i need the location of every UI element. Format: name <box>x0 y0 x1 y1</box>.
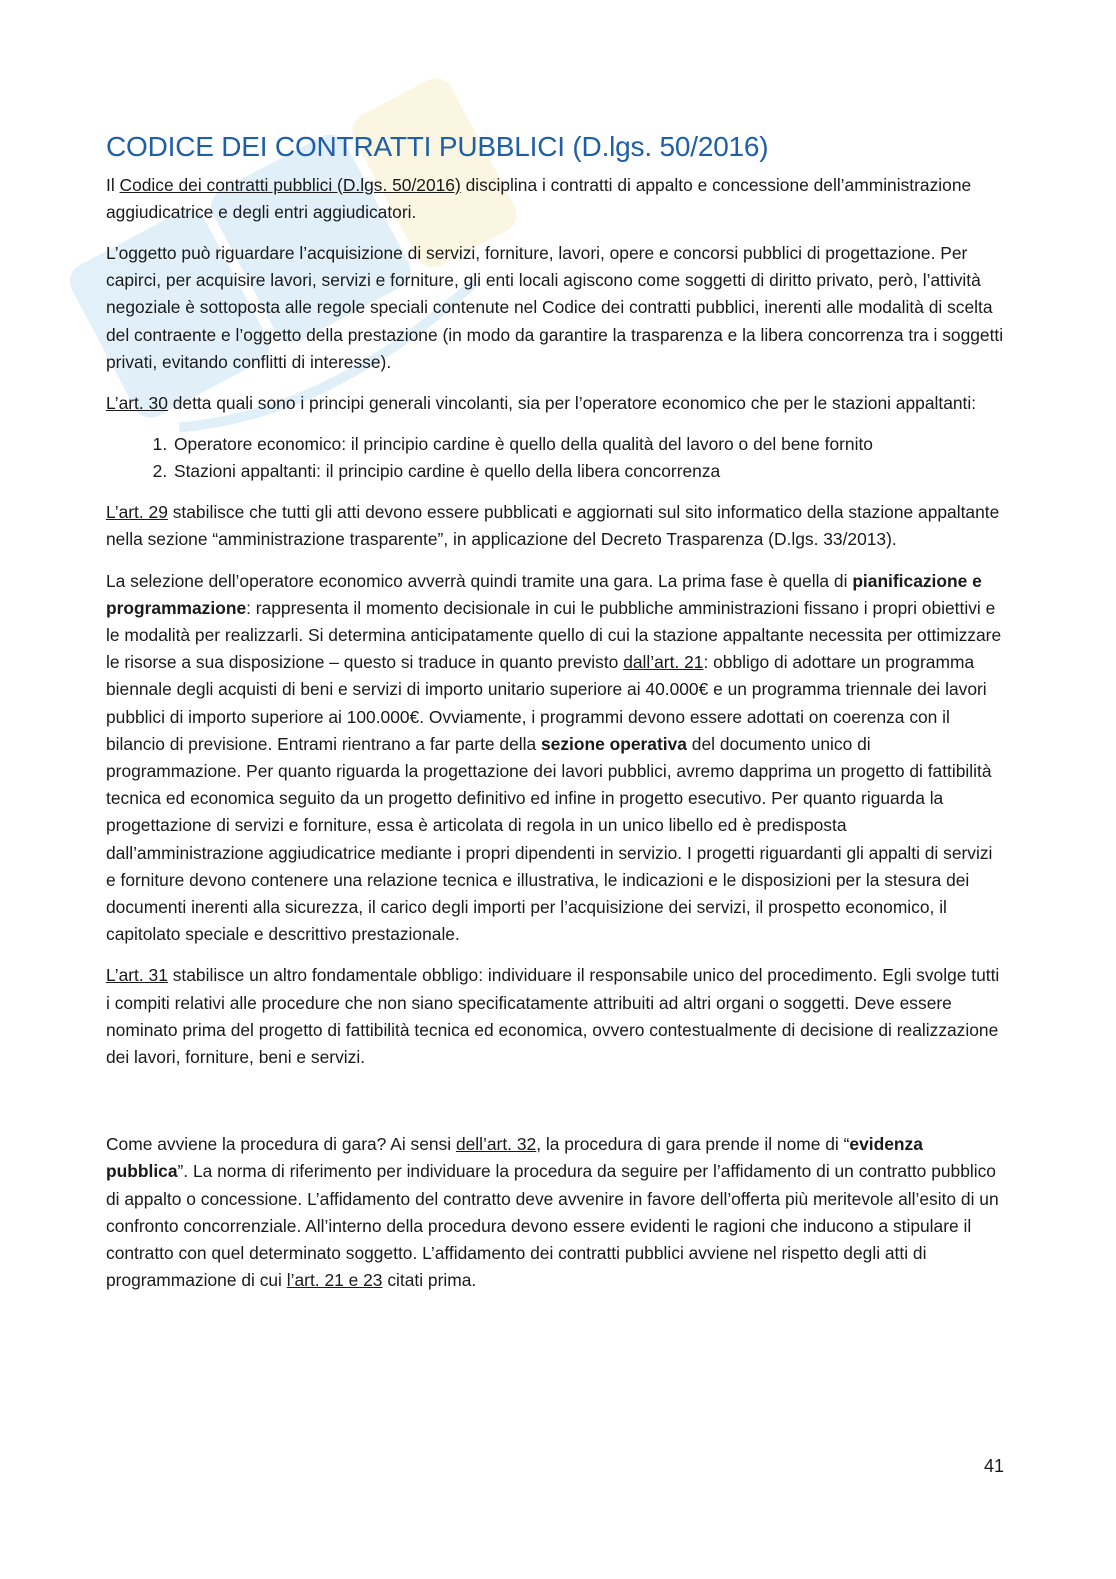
text: detta quali sono i principi generali vincolanti, sia per l’operatore economico che per le stazioni appaltanti: <box>167 393 977 414</box>
paragraph-art31 <box>106 962 1006 1071</box>
paragraph-intro <box>106 172 1006 226</box>
document-page <box>106 130 1006 1309</box>
law-reference: L’art. 31 <box>106 965 168 986</box>
paragraph-object: L’oggetto può riguardare l’acquisizione di servizi, forniture, lavori, opere e concorsi pubblici di progettazione. Per capirci, per acquisire lavori, servizi e forniture, gli enti locali agiscono come soggetti di diritto privato, però, l’attività negoziale è sottoposta alle regole speciali contenute nel Codice dei contratti pubblici, inerenti alle modalità di scelta del contraente e l’oggetto della prestazione (in modo da garantire la trasparenza e la libera concorrenza tra i soggetti privati, evitando conflitti di interesse). <box>106 243 1004 372</box>
text: Il <box>106 174 120 195</box>
paragraph-art29 <box>106 499 1006 553</box>
text: ”. La norma di riferimento per individuare la procedura da seguire per l’affidamento di un contratto pubblico di appalto o concessione. L’affidamento del contratto deve avvenire in favore dell’offerta più meritevole all’esito di un confronto concorrenziale. All’interno della procedura devono essere evidenti le ragioni che inducono a stipulare il contratto con quel determinato soggetto. L’affidamento dei contratti pubblici avviene nel rispetto degli atti di programmazione di cui <box>106 1161 999 1291</box>
paragraph-art30 <box>106 390 1006 417</box>
list-item: 1. Operatore economico: il principio cardine è quello della qualità del lavoro o del bene fornito <box>172 431 1006 458</box>
text: stabilisce un altro fondamentale obbligo: individuare il responsabile unico del procedimento. Egli svolge tutti i compiti relativi alle procedure che non siano specificatamente attribuiti ad altri organi o soggetti. Deve essere nominato prima del progetto di fattibilità tecnica ed economica, ovvero contestualmente di decisione di realizzazione dei lavori, forniture, beni e servizi. <box>106 965 1000 1068</box>
text: La selezione dell’operatore economico avverrà quindi tramite una gara. La prima fase è quella di <box>106 570 853 591</box>
text: stabilisce che tutti gli atti devono essere pubblicati e aggiornati sul sito informatico della stazione appaltante nella sezione “amministrazione trasparente”, in applicazione del Decreto Trasparenza (D.lgs. 33/2013). <box>106 502 1000 550</box>
bold-term: evidenza pubblica <box>106 1134 923 1182</box>
spacer <box>106 1085 1006 1131</box>
text: del documento unico di programmazione. Per quanto riguarda la progettazione dei lavori pubblici, avremo dapprima un progetto di fattibilità tecnica ed economica seguito da un progetto definitivo ed infine in progetto esecutivo. Per quanto riguarda la progettazione di servizi e forniture, essa è articolata di regola in un unico libello ed è predisposta dall’amministrazione aggiudicatrice mediante i propri dipendenti in servizio. I progetti riguardanti gli appalti di servizi e forniture devono contenere una relazione tecnica e illustrativa, le indicazioni e le disposizioni per la stesura dei documenti inerenti alla sicurezza, il carico degli importi per l’acquisizione dei servizi, il prospetto economico, il capitolato speciale e descrittivo prestazionale. <box>106 733 993 945</box>
bold-term: sezione operativa <box>541 733 687 754</box>
law-reference: dall’art. 21 <box>623 652 704 673</box>
law-reference: dell’art. 32 <box>455 1134 537 1155</box>
text: Come avviene la procedura di gara? Ai sensi <box>106 1134 456 1155</box>
list-item: 2. Stazioni appaltanti: il principio cardine è quello della libera concorrenza <box>172 458 1006 485</box>
law-reference: L’art. 30 <box>106 393 168 414</box>
law-reference: Codice dei contratti pubblici (D.lgs. 50/2016) <box>119 174 461 195</box>
principles-list <box>106 431 1006 485</box>
paragraph-selection <box>106 568 1006 949</box>
law-reference: l’art. 21 e 23 <box>286 1270 383 1291</box>
paragraph-procedure <box>106 1131 1006 1294</box>
text: , la procedura di gara prende il nome di “ <box>536 1134 850 1155</box>
text: disciplina i contratti di appalto e concessione dell’amministrazione aggiudicatrice e degli entri aggiudicatori. <box>106 174 972 222</box>
law-reference: L’art. 29 <box>106 502 168 523</box>
text: : rappresenta il momento decisionale in cui le pubbliche amministrazioni fissano i propri obiettivi e le modalità per realizzarli. Si determina anticipatamente quello di cui la stazione appaltante necessita per ottimizzare le risorse a sua disposizione – questo si traduce in quanto previsto <box>106 597 1002 673</box>
bold-term: pianificazione e programmazione <box>106 570 982 618</box>
text: : obbligo di adottare un programma biennale degli acquisti di beni e servizi di importo unitario superiore ai 40.000€ e un programma triennale dei lavori pubblici di importo superiore ai 100.000€. Ovviamente, i programmi devono essere adottati on coerenza con il bilancio di previsione. Entrami rientrano a far parte della <box>106 652 987 754</box>
text: citati prima. <box>382 1270 477 1291</box>
page-number: 41 <box>984 1456 1005 1476</box>
page-title: CODICE DEI CONTRATTI PUBBLICI (D.lgs. 50/2016) <box>106 131 769 162</box>
